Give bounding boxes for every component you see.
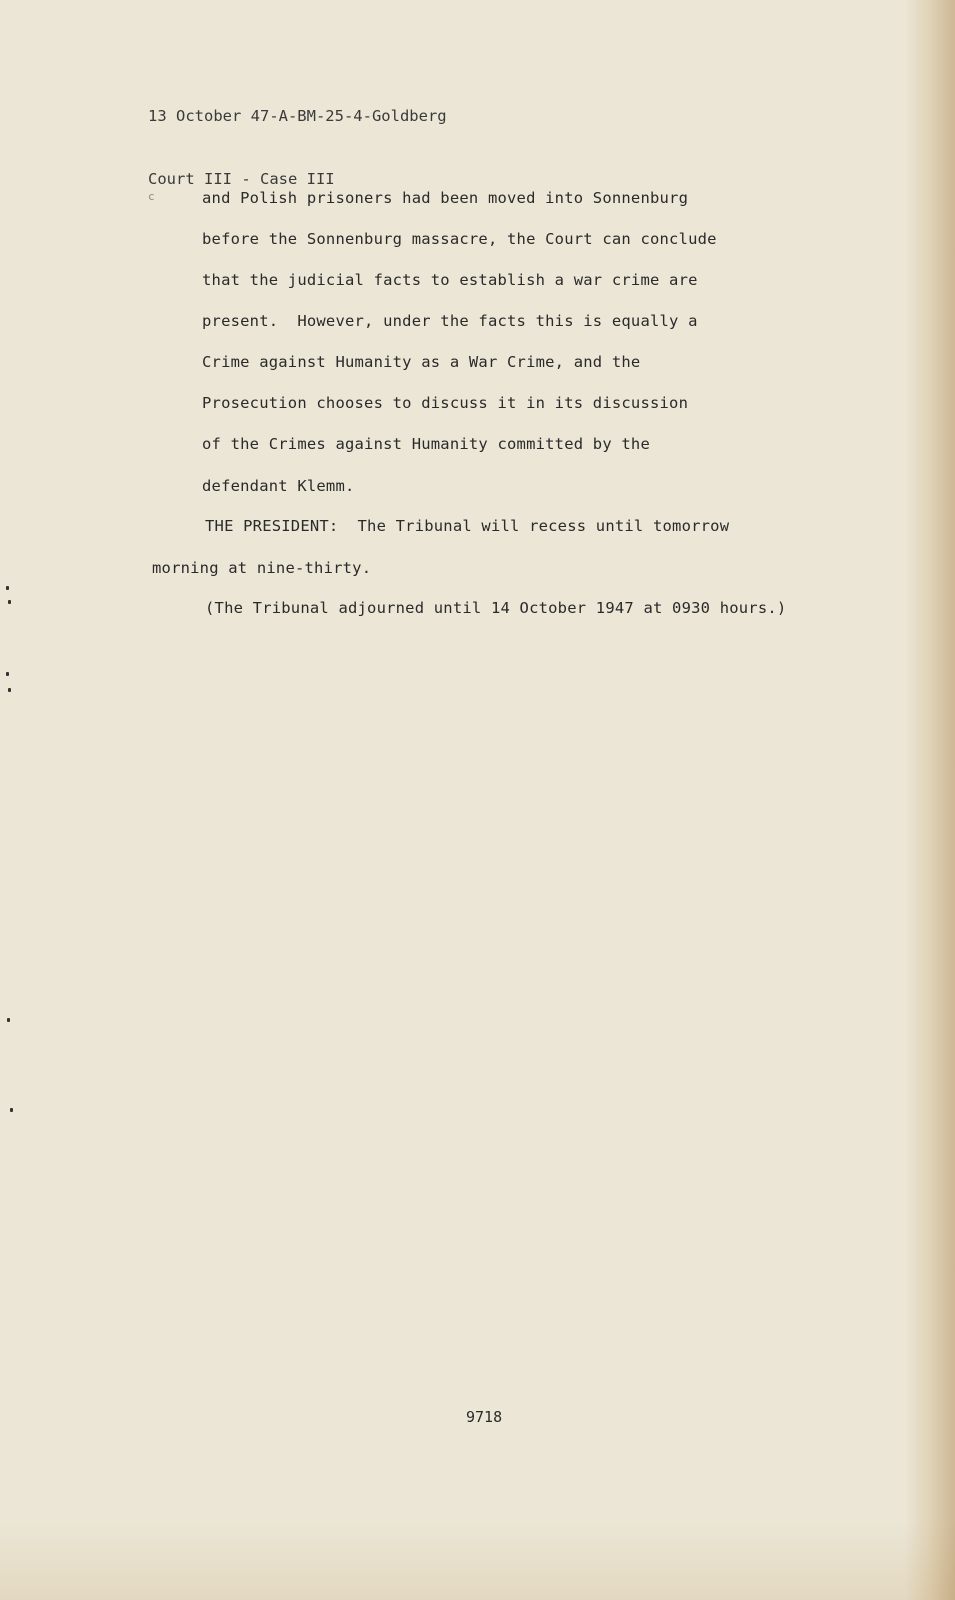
body-line-7: of the Crimes against Humanity committed by the: [202, 435, 650, 453]
body-line-1: and Polish prisoners had been moved into Sonnenburg: [202, 189, 689, 207]
body-line-4: present. However, under the facts this is equally a: [202, 312, 698, 330]
scan-speck: [8, 600, 11, 604]
scan-speck: [6, 672, 9, 676]
page-number: 9718: [466, 1408, 503, 1426]
body-line-8: defendant Klemm.: [202, 477, 355, 495]
speaker-line: THE PRESIDENT: The Tribunal will recess until tomorrow: [205, 517, 730, 535]
scan-speck: [6, 586, 9, 590]
scan-speck: [10, 1108, 13, 1112]
adjournment-note: (The Tribunal adjourned until 14 October 1947 at 0930 hours.): [205, 599, 787, 617]
body-line-continuation: morning at nine-thirty.: [152, 559, 372, 577]
scan-speck: [8, 688, 11, 692]
scan-speck: [7, 1018, 10, 1022]
body-line-6: Prosecution chooses to discuss it in its discussion: [202, 394, 689, 412]
header-line-2: Court III - Case III: [148, 170, 335, 188]
header-line-1: 13 October 47-A-BM-25-4-Goldberg: [148, 107, 447, 125]
margin-mark: c: [148, 190, 155, 203]
body-line-2: before the Sonnenburg massacre, the Court can conclude: [202, 230, 717, 248]
body-line-5: Crime against Humanity as a War Crime, and the: [202, 353, 641, 371]
body-line-3: that the judicial facts to establish a war crime are: [202, 271, 698, 289]
